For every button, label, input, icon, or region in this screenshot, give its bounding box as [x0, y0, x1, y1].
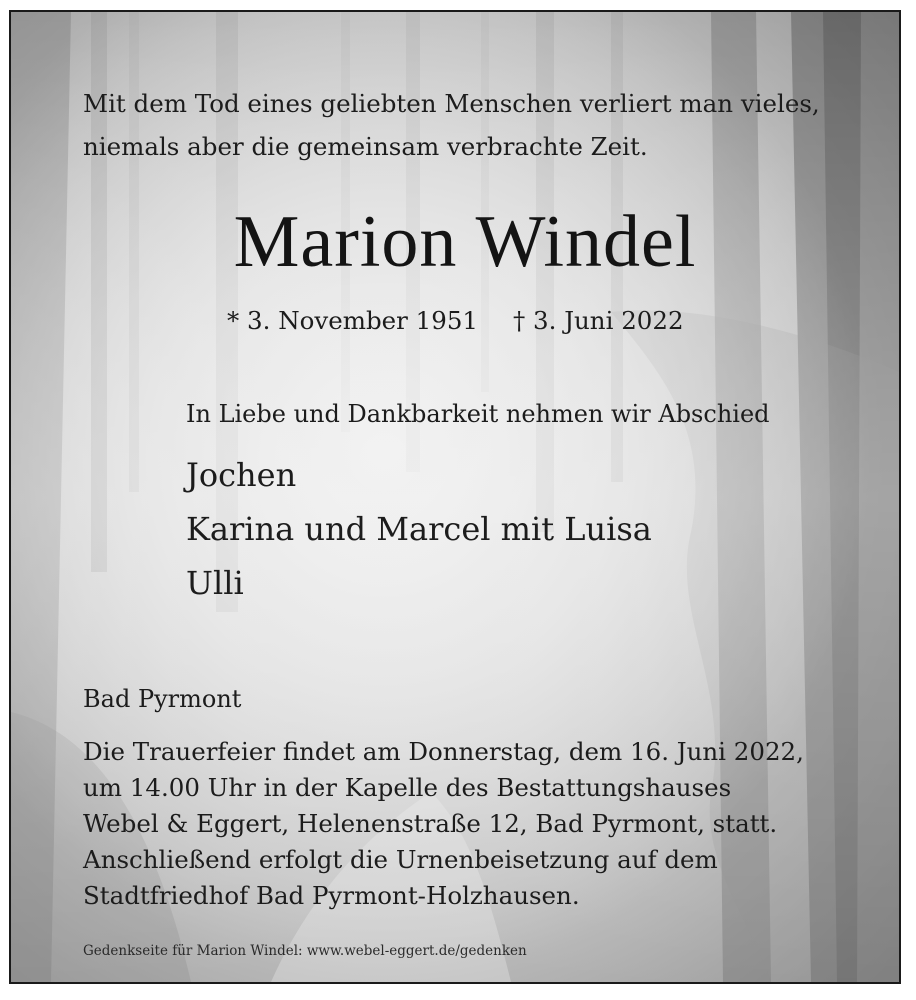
funeral-service-info [83, 734, 804, 914]
death-date: † 3. Juni 2022 [513, 306, 684, 335]
memorial-page-link: Gedenkseite für Marion Windel: www.webel-eggert.de/gedenken [83, 943, 527, 959]
quote-line-2: niemals aber die gemeinsam verbrachte Zeit. [83, 132, 648, 161]
service-line-5: Stadtfriedhof Bad Pyrmont-Holzhausen. [83, 881, 580, 910]
service-line-1: Die Trauerfeier findet am Donnerstag, dem 16. Juni 2022, [83, 737, 804, 766]
mourners-list [186, 448, 652, 610]
deceased-name: Marion Windel [233, 201, 697, 283]
mourner-name: Karina und Marcel mit Luisa [186, 510, 652, 548]
city-name: Bad Pyrmont [83, 685, 242, 713]
mourner-name: Jochen [186, 456, 297, 494]
obituary-notice [9, 10, 901, 984]
quote-line-1: Mit dem Tod eines geliebten Menschen verliert man vieles, [83, 89, 820, 118]
memorial-quote [83, 82, 863, 168]
service-line-2: um 14.00 Uhr in der Kapelle des Bestattungshauses [83, 773, 732, 802]
farewell-line: In Liebe und Dankbarkeit nehmen wir Abschied [186, 400, 770, 428]
mourner-name: Ulli [186, 564, 244, 602]
birth-date: * 3. November 1951 [227, 306, 478, 335]
service-line-3: Webel & Eggert, Helenenstraße 12, Bad Pyrmont, statt. [83, 809, 778, 838]
service-line-4: Anschließend erfolgt die Urnenbeisetzung auf dem [83, 845, 718, 874]
